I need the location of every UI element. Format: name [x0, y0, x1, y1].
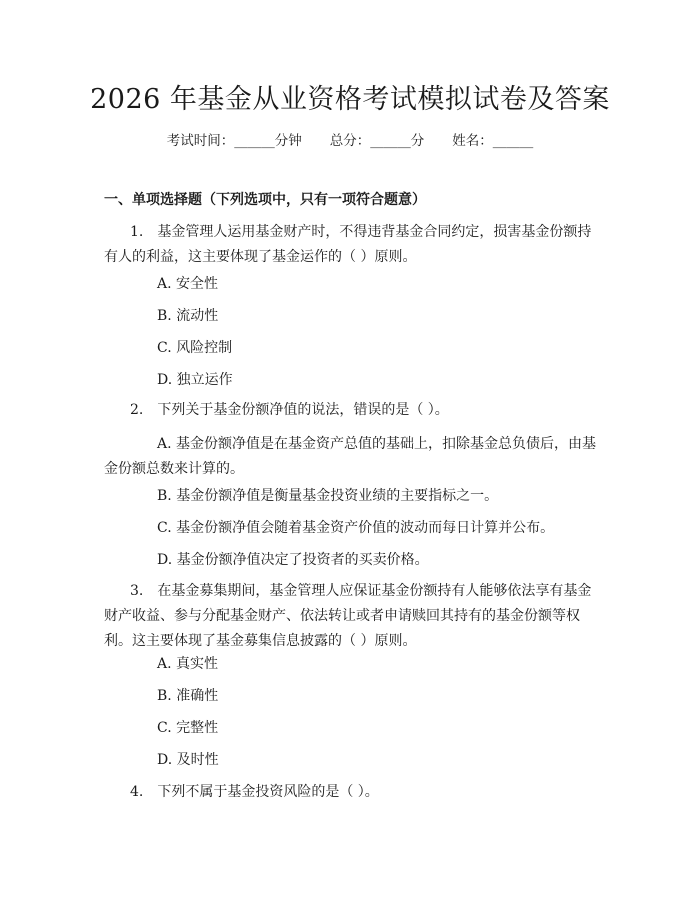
- question-3-option-d: D. 及时性: [157, 752, 219, 768]
- question-1-option-a: A. 安全性: [157, 276, 219, 292]
- question-3-option-a: A. 真实性: [157, 656, 219, 672]
- document-title: 2026 年基金从业资格考试模拟试卷及答案: [90, 84, 610, 115]
- question-1-option-b: B. 流动性: [157, 308, 219, 324]
- question-3-stem: 3. 在基金募集期间，基金管理人应保证基金份额持有人能够依法享有基金财产收益、参与分配基金财产、依法转让或者申请赎回其持有的基金份额等权利。这主要体现了基金募集信息披露的（ ）原则。: [104, 583, 592, 649]
- section-heading: 一、单项选择题（下列选项中，只有一项符合题意）: [104, 192, 426, 208]
- name-field: 姓名：______: [452, 133, 534, 149]
- question-2-option-d: D. 基金份额净值决定了投资者的买卖价格。: [157, 552, 429, 568]
- exam-time-field: 考试时间：______分钟: [166, 133, 302, 149]
- question-2-option-c: C. 基金份额净值会随着基金资产价值的波动而每日计算并公布。: [157, 520, 555, 536]
- question-3-option-b: B. 准确性: [157, 688, 219, 704]
- question-1-stem: 1. 基金管理人运用基金财产时，不得违背基金合同约定，损害基金份额持有人的利益，这主要体现了基金运作的（ ）原则。: [104, 224, 592, 265]
- question-2-stem: 2. 下列关于基金份额净值的说法，错误的是（ ）。: [130, 402, 449, 418]
- exam-meta-line: [0, 131, 700, 151]
- question-2-option-a: A. 基金份额净值是在基金资产总值的基础上，扣除基金总负债后，由基金份额总数来计算的。: [104, 436, 597, 477]
- question-1-option-c: C. 风险控制: [157, 340, 233, 356]
- question-3-option-c: C. 完整性: [157, 720, 219, 736]
- question-2-option-b: B. 基金份额净值是衡量基金投资业绩的主要指标之一。: [157, 488, 499, 504]
- total-score-field: 总分：______分: [329, 133, 425, 149]
- question-1-option-d: D. 独立运作: [157, 372, 233, 388]
- question-4-stem: 4. 下列不属于基金投资风险的是（ ）。: [130, 784, 379, 800]
